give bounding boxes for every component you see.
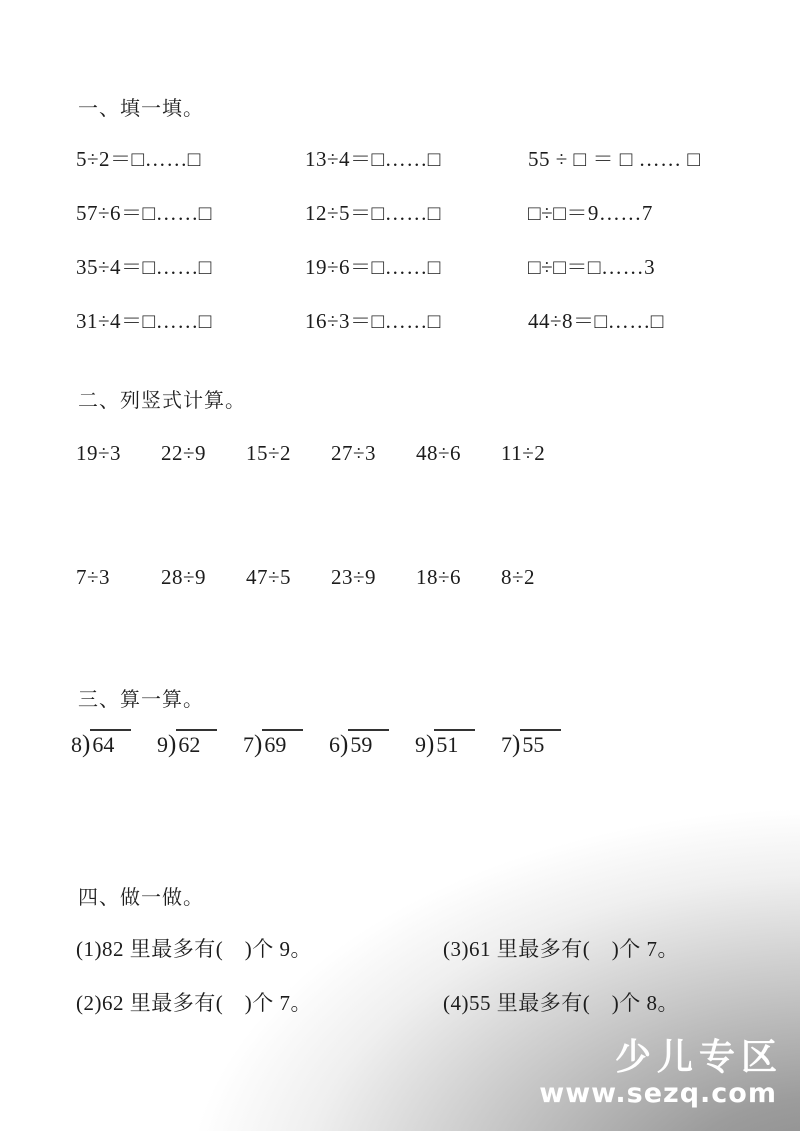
watermark-url: www.sezq.com — [539, 1078, 777, 1109]
column-calc-expression: 23÷9 — [331, 565, 377, 589]
section-1-fill-grid — [76, 146, 701, 362]
dividend: 62 — [176, 729, 217, 759]
dividend: 69 — [262, 729, 303, 759]
fill-expression: 44÷8＝□……□ — [528, 309, 664, 333]
long-division-problem — [157, 729, 243, 760]
watermark — [539, 1037, 783, 1110]
word-problem: (3)61 里最多有( )个 7。 — [443, 937, 679, 961]
division-bracket: ) — [168, 731, 177, 758]
fill-expression: 5÷2＝□……□ — [76, 147, 201, 171]
division-bracket: ) — [340, 731, 349, 758]
fill-expression: 13÷4＝□……□ — [305, 147, 441, 171]
section-3-title: 三、算一算。 — [78, 689, 204, 711]
watermark-brand: 少儿专区 — [614, 1037, 783, 1078]
dividend: 59 — [348, 729, 389, 759]
long-division-problem — [243, 729, 329, 760]
dividend: 51 — [434, 729, 475, 759]
section-1-title: 一、填一填。 — [78, 98, 204, 120]
column-calc-expression: 8÷2 — [501, 565, 536, 589]
fill-expression: □÷□＝□……3 — [528, 255, 656, 279]
column-calc-expression: 22÷9 — [161, 441, 207, 465]
dividend: 55 — [520, 729, 561, 759]
divisor: 7 — [501, 732, 512, 757]
divisor: 8 — [71, 732, 82, 757]
word-problem: (2)62 里最多有( )个 7。 — [76, 991, 312, 1015]
divisor: 7 — [243, 732, 254, 757]
long-division-problem — [501, 729, 587, 760]
long-division-problem — [329, 729, 415, 760]
column-calc-expression: 15÷2 — [246, 441, 292, 465]
fill-expression: □÷□＝9……7 — [528, 201, 653, 225]
section-4-word-problems — [76, 936, 679, 1044]
long-division-problem — [415, 729, 501, 760]
section-2-row-1 — [76, 440, 586, 466]
column-calc-expression: 7÷3 — [76, 565, 111, 589]
long-division-problem — [71, 729, 157, 760]
word-problem: (4)55 里最多有( )个 8。 — [443, 991, 679, 1015]
division-bracket: ) — [82, 731, 91, 758]
column-calc-expression: 28÷9 — [161, 565, 207, 589]
column-calc-expression: 18÷6 — [416, 565, 462, 589]
division-bracket: ) — [426, 731, 435, 758]
word-problem: (1)82 里最多有( )个 9。 — [76, 937, 312, 961]
column-calc-expression: 27÷3 — [331, 441, 377, 465]
fill-expression: 19÷6＝□……□ — [305, 255, 441, 279]
section-3-long-division-row — [71, 729, 587, 760]
divisor: 9 — [415, 732, 426, 757]
fill-expression: 31÷4＝□……□ — [76, 309, 212, 333]
divisor: 6 — [329, 732, 340, 757]
section-4-title: 四、做一做。 — [78, 887, 204, 909]
fill-expression: 16÷3＝□……□ — [305, 309, 441, 333]
column-calc-expression: 11÷2 — [501, 441, 546, 465]
fill-expression: 57÷6＝□……□ — [76, 201, 212, 225]
column-calc-expression: 48÷6 — [416, 441, 462, 465]
section-2-row-2 — [76, 564, 586, 590]
fill-expression: 35÷4＝□……□ — [76, 255, 212, 279]
division-bracket: ) — [254, 731, 263, 758]
section-2-title: 二、列竖式计算。 — [78, 390, 246, 412]
dividend: 64 — [90, 729, 131, 759]
fill-expression: 55 ÷ □ ＝ □ …… □ — [528, 147, 701, 171]
fill-expression: 12÷5＝□……□ — [305, 201, 441, 225]
division-bracket: ) — [512, 731, 521, 758]
column-calc-expression: 19÷3 — [76, 441, 122, 465]
divisor: 9 — [157, 732, 168, 757]
column-calc-expression: 47÷5 — [246, 565, 292, 589]
